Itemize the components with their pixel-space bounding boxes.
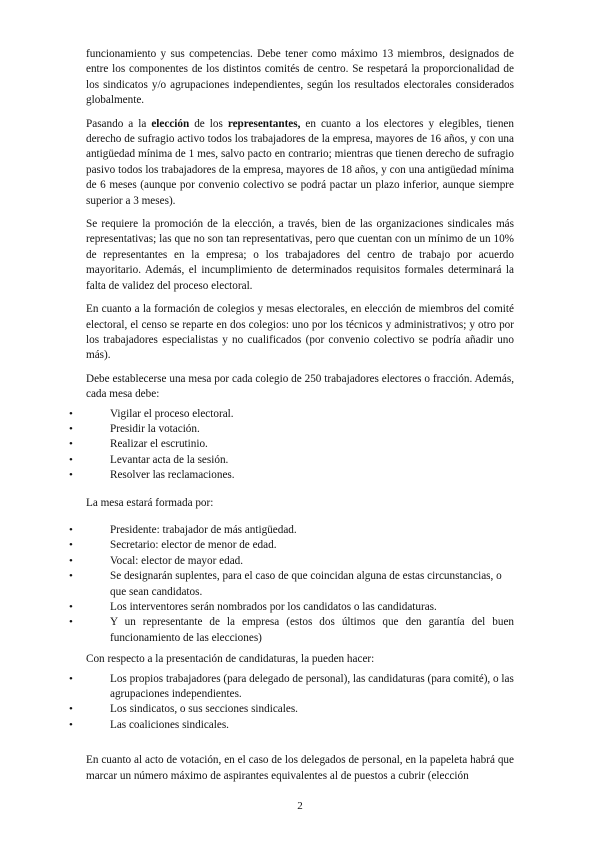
text-run: de los	[189, 117, 228, 130]
list-item: • Vigilar el proceso electoral.	[86, 407, 514, 422]
paragraph-colegios: En cuanto a la formación de colegios y mesas electorales, en elección de miembros del comité electoral, el censo se reparte en dos colegios: uno por los técnicos y administrativos; y otro por los trabajadores especialistas y no cualificados (por convenio colectivo se podría añadir uno más).	[86, 303, 514, 362]
list-item: • Levantar acta de la sesión.	[86, 453, 514, 468]
paragraph-votacion: En cuanto al acto de votación, en el caso de los delegados de personal, en la papeleta habrá que marcar un número máximo de aspirantes equivalentes al de puestos a cubrir (elección	[86, 754, 514, 782]
list-mesa-formada	[86, 523, 514, 646]
list-item: • Los interventores serán nombrados por los candidatos o las candidaturas.	[86, 600, 514, 615]
paragraph-candidaturas: Con respecto a la presentación de candidaturas, la pueden hacer:	[86, 653, 375, 666]
list-mesa-debe	[86, 407, 514, 484]
list-item: • Secretario: elector de menor de edad.	[86, 538, 514, 553]
list-item: • Presidente: trabajador de más antigüedad.	[86, 523, 514, 538]
text-run: en cuanto a los electores y elegibles, tienen derecho de sufragio activo todos los trabajadores de la empresa, mayores de 16 años, y con una antigüedad mínima de 1 mes, salvo pacto en contrario; mientras que tienen derecho de sufragio pasivo todos los trabajadores de la empresa, mayores de 18 años, y con una antigüedad mínima de 6 meses (aunque por convenio colectivo se podrá pactar un plazo inferior, aunque siempre superior a 3 meses).	[86, 117, 514, 207]
list-item: • Realizar el escrutinio.	[86, 437, 514, 452]
list-item: • Vocal: elector de mayor edad.	[86, 554, 514, 569]
page-number: 2	[297, 800, 303, 812]
list-item: • Los propios trabajadores (para delegado de personal), las candidaturas (para comité), o las agrupaciones independientes.	[86, 672, 514, 703]
paragraph-eleccion-representantes	[86, 117, 514, 209]
list-candidaturas	[86, 672, 514, 734]
paragraph-mesa-formada: La mesa estará formada por:	[86, 496, 214, 509]
list-item: • Los sindicatos, o sus secciones sindicales.	[86, 702, 514, 717]
list-item: • Presidir la votación.	[86, 422, 514, 437]
list-item: • Y un representante de la empresa (estos dos últimos que den garantía del buen funcionamiento de las elecciones)	[86, 615, 514, 646]
bold-term-representantes: representantes,	[227, 117, 301, 130]
bold-term-eleccion: elección	[151, 117, 190, 130]
list-item: • Las coaliciones sindicales.	[86, 718, 514, 733]
list-item: • Se designarán suplentes, para el caso de que coincidan alguna de estas circunstancias, o que sean candidatos.	[86, 569, 514, 600]
text-column	[86, 47, 514, 792]
list-item: • Resolver las reclamaciones.	[86, 468, 514, 483]
text-run: Pasando a la	[86, 117, 152, 130]
paragraph-promocion: Se requiere la promoción de la elección, a través, bien de las organizaciones sindicales más representativas; las que no son tan representativas, pero que cuentan con un mínimo de un 10% de representantes en la empresa; o los trabajadores del centro de trabajo por acuerdo mayoritario. Además, el incumplimiento de determinados requisitos formales determinará la falta de validez del proceso electoral.	[86, 218, 514, 292]
paragraph-mesa: Debe establecerse una mesa por cada colegio de 250 trabajadores electores o fracción. Además, cada mesa debe:	[86, 372, 514, 401]
paragraph-comite-intercentros: funcionamiento y sus competencias. Debe tener como máximo 13 miembros, designados de entre los componentes de los distintos comités de centro. Se respetará la proporcionalidad de los sindicatos y/o agrupaciones independientes, según los resultados electorales considerados globalmente.	[86, 48, 514, 107]
